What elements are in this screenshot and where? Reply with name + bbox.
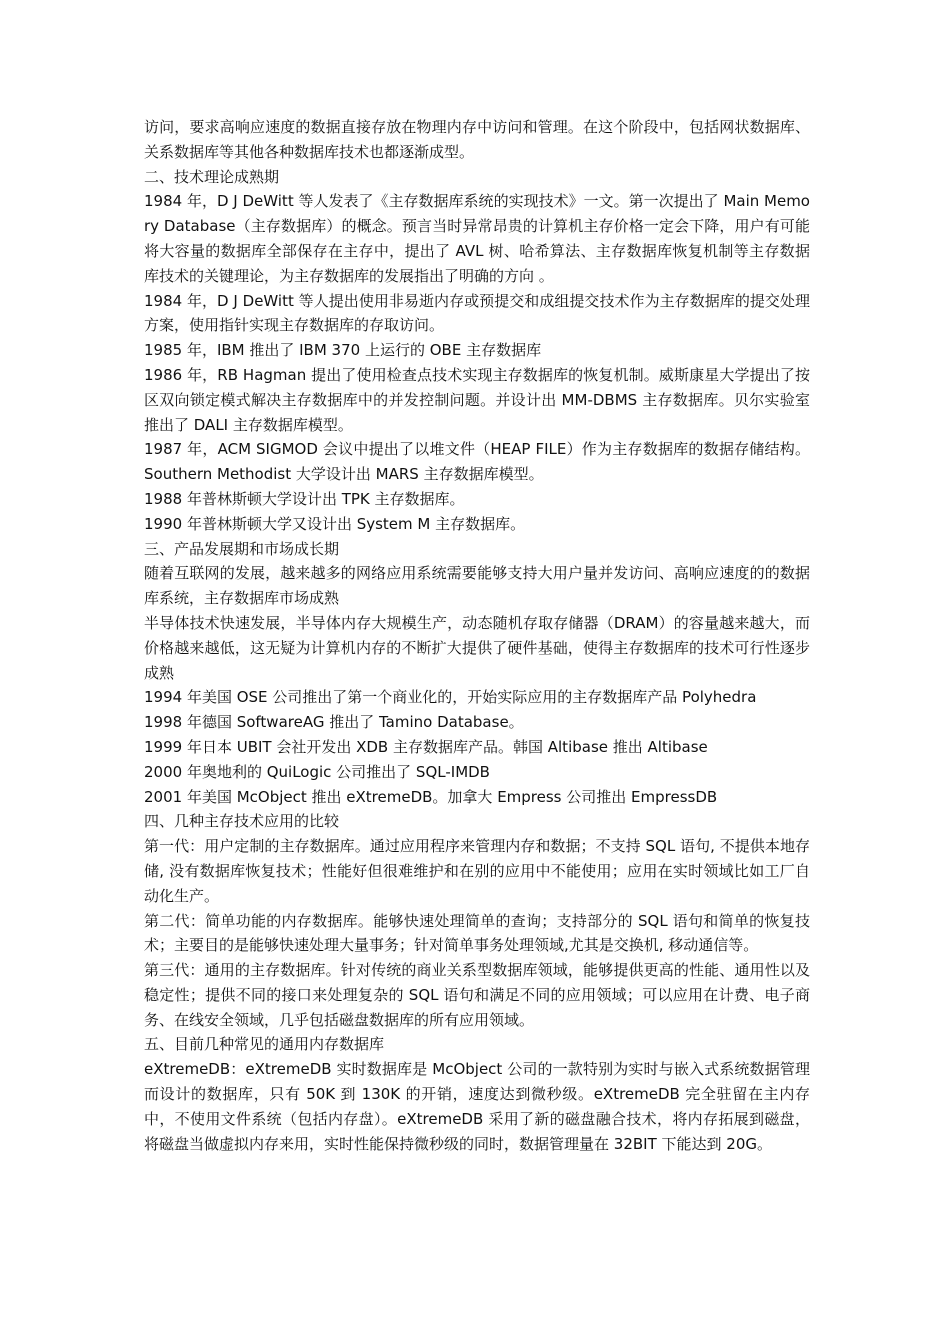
section-heading-3: 三、产品发展期和市场成长期 [144, 539, 340, 558]
paragraph-extremedb-description: eXtremeDB：eXtremeDB 实时数据库是 McObject 公司的一款特别为实时与嵌入式系统数据管理而设计的数据库，只有 50K 到 130K 的开销，速度达到微秒级。eXtremeDB 完全驻留在主内存中，不使用文件系统（包括内存盘）。eXtremeDB 采用了新的磁盘融合技术，将内存拓展到磁盘，将磁盘当做虚拟内存来用，实时性能保持微秒级的同时，数据管理量在 32BIT 下能达到 20G。 [144, 1060, 810, 1153]
paragraph-1988-tpk: 1988 年普林斯顿大学设计出 TPK 主存数据库。 [144, 489, 465, 508]
paragraph-1984-dewitt-paper: 1984 年，D J DeWitt 等人发表了《主存数据库系统的实现技术》一文。第一次提出了 Main Memory Database（主存数据库）的概念。预言当时异常昂贵的计算机主存价格一定会下降，用户有可能将大容量的数据库全部保存在主存中，提出了 AVL 树、哈希算法、主存数据库恢复机制等主存数据库技术的关键理论，为主存数据库的发展指出了明确的方向 。 [144, 192, 810, 285]
paragraph-semiconductor: 半导体技术快速发展，半导体内存大规模生产，动态随机存取存储器（DRAM）的容量越来越大，而价格越来越低，这无疑为计算机内存的不断扩大提供了硬件基础，使得主存数据库的技术可行性逐步成熟 [144, 613, 810, 682]
paragraph-2000-sql-imdb: 2000 年奥地利的 QuiLogic 公司推出了 SQL-IMDB [144, 762, 490, 781]
paragraph-1986-hagman: 1986 年，RB Hagman 提出了使用检查点技术实现主存数据库的恢复机制。威斯康星大学提出了按区双向锁定模式解决主存数据库中的并发控制问题。并设计出 MM-DBMS 主存数据库。贝尔实验室推出了 DALI 主存数据库模型。 [144, 365, 810, 434]
paragraph-1999-xdb: 1999 年日本 UBIT 会社开发出 XDB 主存数据库产品。韩国 Altibase 推出 Altibase [144, 737, 708, 756]
paragraph-1987-acm: 1987 年，ACM SIGMOD 会议中提出了以堆文件（HEAP FILE）作为主存数据库的数据存储结构。Southern Methodist 大学设计出 MARS 主存数据库模型。 [144, 440, 810, 484]
paragraph-first-generation: 第一代：用户定制的主存数据库。通过应用程序来管理内存和数据；不支持 SQL 语句, 不提供本地存储, 没有数据库恢复技术；性能好但很难维护和在别的应用中不能使用；应用在实时领域比如工厂自动化生产。 [144, 837, 810, 905]
paragraph-1985-ibm: 1985 年，IBM 推出了 IBM 370 上运行的 OBE 主存数据库 [144, 341, 542, 360]
paragraph-1990-system-m: 1990 年普林斯顿大学又设计出 System M 主存数据库。 [144, 514, 526, 533]
paragraph-intro-continuation: 访问，要求高响应速度的数据直接存放在物理内存中访问和管理。在这个阶段中，包括网状数据库、关系数据库等其他各种数据库技术也都逐渐成型。 [144, 118, 810, 161]
paragraph-1994-polyhedra: 1994 年美国 OSE 公司推出了第一个商业化的，开始实际应用的主存数据库产品 Polyhedra [144, 688, 757, 707]
document-body [144, 115, 810, 1156]
paragraph-second-generation: 第二代：简单功能的内存数据库。能够快速处理简单的查询；支持部分的 SQL 语句和简单的恢复技术；主要目的是能够快速处理大量事务；针对简单事务处理领域,尤其是交换机, 移动通信等。 [144, 911, 810, 955]
paragraph-2001-extremedb: 2001 年美国 McObject 推出 eXtremeDB。加拿大 Empress 公司推出 EmpressDB [144, 787, 718, 806]
paragraph-internet-growth: 随着互联网的发展，越来越多的网络应用系统需要能够支持大用户量并发访问、高响应速度的的数据库系统，主存数据库市场成熟 [144, 564, 810, 608]
section-heading-5: 五、目前几种常见的通用内存数据库 [144, 1035, 385, 1054]
section-heading-2: 二、技术理论成熟期 [144, 167, 280, 186]
paragraph-third-generation: 第三代：通用的主存数据库。针对传统的商业关系型数据库领域，能够提供更高的性能、通用性以及稳定性；提供不同的接口来处理复杂的 SQL 语句和满足不同的应用领域；可以应用在计费、电子商务、在线安全领域，几乎包括磁盘数据库的所有应用领域。 [144, 961, 810, 1029]
paragraph-1998-tamino: 1998 年德国 SoftwareAG 推出了 Tamino Database。 [144, 713, 524, 732]
section-heading-4: 四、几种主存技术应用的比较 [144, 812, 340, 831]
paragraph-1984-dewitt-commit: 1984 年，D J DeWitt 等人提出使用非易逝内存或预提交和成组提交技术作为主存数据库的提交处理方案，使用指针实现主存数据库的存取访问。 [144, 291, 810, 335]
